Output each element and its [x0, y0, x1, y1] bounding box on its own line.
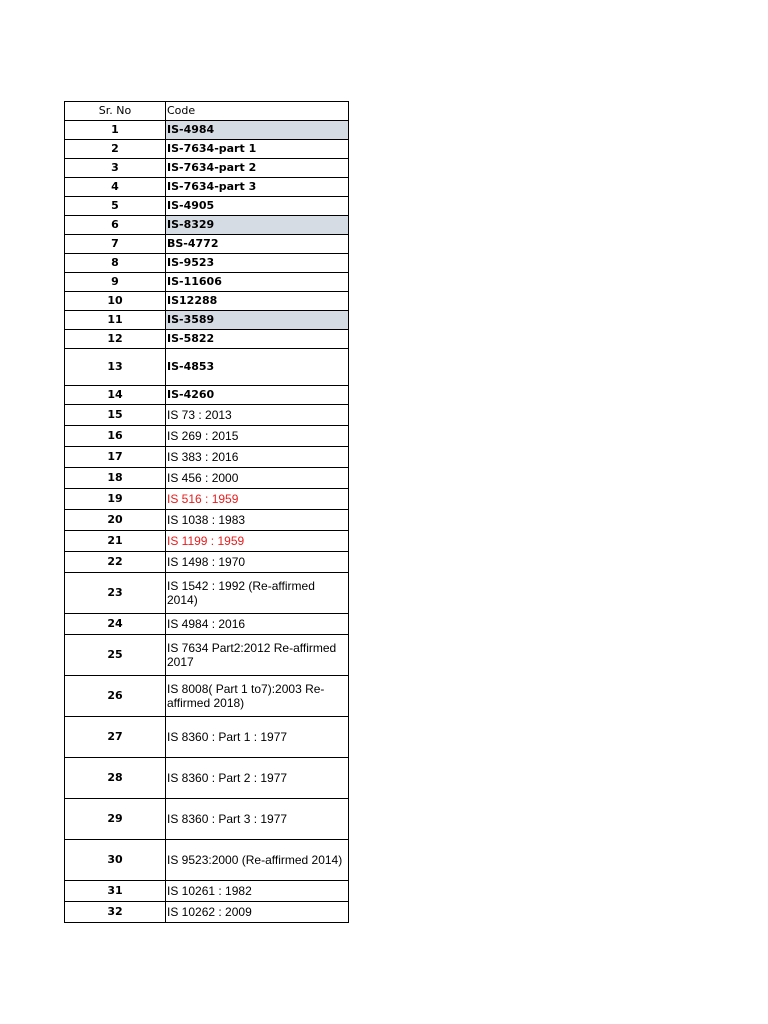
header-code: Code — [166, 102, 349, 121]
sr-no-cell: 7 — [65, 235, 166, 254]
sr-no-cell: 21 — [65, 531, 166, 552]
sr-no-cell: 23 — [65, 573, 166, 614]
sr-no-cell: 24 — [65, 614, 166, 635]
table-row — [65, 311, 349, 330]
code-cell: IS-3589 — [166, 311, 349, 330]
code-cell: IS 8360 : Part 2 : 1977 — [166, 758, 349, 799]
sr-no-cell: 3 — [65, 159, 166, 178]
sr-no-cell: 4 — [65, 178, 166, 197]
code-cell: IS 8360 : Part 1 : 1977 — [166, 717, 349, 758]
table-row — [65, 510, 349, 531]
code-cell: IS 73 : 2013 — [166, 405, 349, 426]
code-cell: IS 9523:2000 (Re-affirmed 2014) — [166, 840, 349, 881]
code-cell: IS 516 : 1959 — [166, 489, 349, 510]
code-cell: IS-4905 — [166, 197, 349, 216]
table-row — [65, 902, 349, 923]
codes-table — [64, 101, 349, 923]
table-row — [65, 468, 349, 489]
code-cell: IS-4853 — [166, 349, 349, 386]
code-cell: IS12288 — [166, 292, 349, 311]
sr-no-cell: 14 — [65, 386, 166, 405]
code-cell: IS 1199 : 1959 — [166, 531, 349, 552]
code-cell: IS-8329 — [166, 216, 349, 235]
sr-no-cell: 13 — [65, 349, 166, 386]
code-cell: IS 456 : 2000 — [166, 468, 349, 489]
table-row — [65, 531, 349, 552]
code-cell: IS-4260 — [166, 386, 349, 405]
code-cell: IS-7634-part 1 — [166, 140, 349, 159]
code-cell: IS 8360 : Part 3 : 1977 — [166, 799, 349, 840]
table-row — [65, 881, 349, 902]
code-cell: IS-9523 — [166, 254, 349, 273]
table-row — [65, 635, 349, 676]
sr-no-cell: 31 — [65, 881, 166, 902]
sr-no-cell: 27 — [65, 717, 166, 758]
table-row — [65, 235, 349, 254]
header-row — [65, 102, 349, 121]
sr-no-cell: 10 — [65, 292, 166, 311]
table-row — [65, 676, 349, 717]
table-row — [65, 349, 349, 386]
code-cell: IS-11606 — [166, 273, 349, 292]
code-cell: IS 10261 : 1982 — [166, 881, 349, 902]
table-row — [65, 426, 349, 447]
sr-no-cell: 12 — [65, 330, 166, 349]
table-row — [65, 292, 349, 311]
table-row — [65, 254, 349, 273]
code-cell: IS 10262 : 2009 — [166, 902, 349, 923]
table-row — [65, 178, 349, 197]
sr-no-cell: 29 — [65, 799, 166, 840]
sr-no-cell: 20 — [65, 510, 166, 531]
codes-table-body — [65, 102, 349, 923]
sr-no-cell: 2 — [65, 140, 166, 159]
code-cell: BS-4772 — [166, 235, 349, 254]
table-row — [65, 273, 349, 292]
table-row — [65, 799, 349, 840]
table-row — [65, 840, 349, 881]
code-cell: IS-7634-part 3 — [166, 178, 349, 197]
code-cell: IS 1542 : 1992 (Re-affirmed 2014) — [166, 573, 349, 614]
sr-no-cell: 1 — [65, 121, 166, 140]
table-row — [65, 216, 349, 235]
table-row — [65, 614, 349, 635]
sr-no-cell: 30 — [65, 840, 166, 881]
sr-no-cell: 19 — [65, 489, 166, 510]
table-row — [65, 140, 349, 159]
sr-no-cell: 9 — [65, 273, 166, 292]
code-cell: IS 1038 : 1983 — [166, 510, 349, 531]
sr-no-cell: 22 — [65, 552, 166, 573]
table-row — [65, 489, 349, 510]
code-cell: IS 269 : 2015 — [166, 426, 349, 447]
sr-no-cell: 6 — [65, 216, 166, 235]
code-cell: IS 4984 : 2016 — [166, 614, 349, 635]
sr-no-cell: 15 — [65, 405, 166, 426]
table-row — [65, 758, 349, 799]
code-cell: IS-5822 — [166, 330, 349, 349]
code-cell: IS 8008( Part 1 to7):2003 Re-affirmed 2018) — [166, 676, 349, 717]
code-cell: IS 1498 : 1970 — [166, 552, 349, 573]
table-row — [65, 717, 349, 758]
sr-no-cell: 25 — [65, 635, 166, 676]
sr-no-cell: 11 — [65, 311, 166, 330]
table-row — [65, 197, 349, 216]
code-cell: IS-4984 — [166, 121, 349, 140]
table-row — [65, 330, 349, 349]
code-cell: IS 7634 Part2:2012 Re-affirmed 2017 — [166, 635, 349, 676]
table-row — [65, 159, 349, 178]
sr-no-cell: 5 — [65, 197, 166, 216]
code-cell: IS 383 : 2016 — [166, 447, 349, 468]
sr-no-cell: 18 — [65, 468, 166, 489]
sr-no-cell: 26 — [65, 676, 166, 717]
table-row — [65, 386, 349, 405]
table-row — [65, 121, 349, 140]
sr-no-cell: 17 — [65, 447, 166, 468]
code-cell: IS-7634-part 2 — [166, 159, 349, 178]
table-row — [65, 405, 349, 426]
table-row — [65, 552, 349, 573]
sr-no-cell: 32 — [65, 902, 166, 923]
header-sr-no: Sr. No — [65, 102, 166, 121]
table-row — [65, 447, 349, 468]
sr-no-cell: 28 — [65, 758, 166, 799]
table-row — [65, 573, 349, 614]
sr-no-cell: 16 — [65, 426, 166, 447]
sr-no-cell: 8 — [65, 254, 166, 273]
